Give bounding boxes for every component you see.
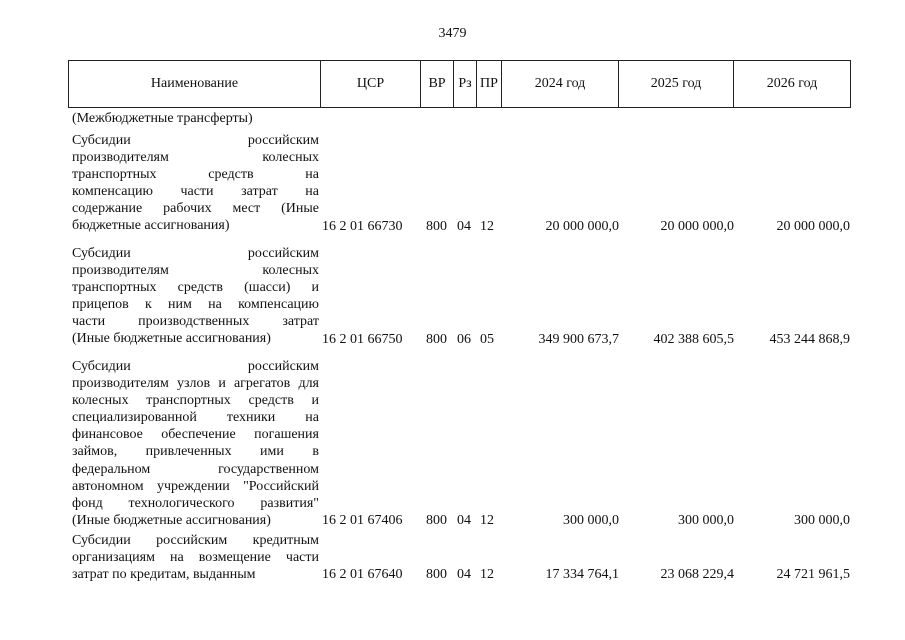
row-name-line: колесных транспортных средств и	[72, 393, 319, 409]
row-csr: 16 2 01 67406	[322, 512, 403, 528]
row-y2025: 23 068 229,4	[660, 567, 734, 583]
page-number: 3479	[438, 26, 467, 41]
row-name-line: (Иные бюджетные ассигнования)	[72, 512, 271, 528]
row-name-line: фонд технологического развития"	[72, 495, 319, 511]
row-y2025: 20 000 000,0	[660, 218, 734, 234]
row-name-line: организациям на возмещение части	[72, 550, 319, 566]
row-name-line: специализированной техники на	[72, 410, 319, 426]
row-name-line: Субсидии российским	[72, 133, 319, 148]
row-y2026: 300 000,0	[794, 512, 850, 528]
header-2025: 2025 год	[619, 61, 734, 108]
row-y2024: 17 334 764,1	[545, 567, 619, 583]
row-rz: 06	[457, 331, 471, 347]
row-vr: 800	[426, 218, 447, 234]
row-rz: 04	[457, 567, 471, 583]
row-name-line: автономном учреждении "Российский	[72, 478, 319, 494]
row-csr: 16 2 01 67640	[322, 567, 403, 583]
row-y2026: 24 721 961,5	[776, 567, 850, 583]
table-header	[68, 60, 851, 108]
row-pr: 12	[480, 218, 494, 234]
row-vr: 800	[426, 567, 447, 583]
row-pr: 12	[480, 567, 494, 583]
row-name-line: Субсидии российским	[72, 246, 319, 261]
row-vr: 800	[426, 512, 447, 528]
row-name-line: Субсидии российским	[72, 359, 319, 374]
row-name	[72, 132, 319, 235]
row-y2026: 20 000 000,0	[776, 218, 850, 234]
row-y2024: 300 000,0	[563, 512, 619, 528]
header-csr: ЦСР	[321, 61, 421, 108]
row-name-line: части производственных затрат	[72, 314, 319, 330]
row-name	[72, 245, 319, 348]
row-pr: 12	[480, 512, 494, 528]
row-rz: 04	[457, 218, 471, 234]
row-rz: 04	[457, 512, 471, 528]
header-pr: ПР	[477, 61, 502, 108]
row-vr: 800	[426, 331, 447, 347]
header-2026: 2026 год	[734, 61, 851, 108]
row-name-line: содержание рабочих мест (Иные	[72, 201, 319, 217]
row-name-line: Субсидии российским кредитным	[72, 533, 319, 548]
row-name-line: транспортных средств (шасси) и	[72, 280, 319, 296]
row-name-line: затрат по кредитам, выданным	[72, 567, 256, 583]
row-name	[72, 532, 319, 583]
header-2024: 2024 год	[502, 61, 619, 108]
continuation-text: (Межбюджетные трансферты)	[72, 111, 253, 126]
row-name-line: федеральном государственном	[72, 461, 319, 477]
row-name-line: займов, привлеченных ими в	[72, 444, 319, 460]
row-name-line: (Иные бюджетные ассигнования)	[72, 331, 271, 347]
row-y2024: 349 900 673,7	[538, 331, 619, 347]
row-name-line: производителям колесных	[72, 263, 319, 279]
row-csr: 16 2 01 66750	[322, 331, 403, 347]
header-rz: Рз	[454, 61, 477, 108]
row-name-line: производителям узлов и агрегатов для	[72, 376, 319, 392]
row-name-line: производителям колесных	[72, 150, 319, 166]
row-pr: 05	[480, 331, 494, 347]
row-y2025: 300 000,0	[678, 512, 734, 528]
row-name-line: финансовое обеспечение погашения	[72, 427, 319, 443]
row-name	[72, 358, 319, 529]
row-y2025: 402 388 605,5	[653, 331, 734, 347]
row-csr: 16 2 01 66730	[322, 218, 403, 234]
row-y2026: 453 244 868,9	[769, 331, 850, 347]
row-y2024: 20 000 000,0	[545, 218, 619, 234]
row-name-line: прицепов к ним на компенсацию	[72, 297, 319, 313]
header-name: Наименование	[69, 61, 321, 108]
row-name-line: компенсацию части затрат на	[72, 184, 319, 200]
row-name-line: транспортных средств на	[72, 167, 319, 183]
header-vr: ВР	[421, 61, 454, 108]
row-name-line: бюджетные ассигнования)	[72, 218, 230, 234]
